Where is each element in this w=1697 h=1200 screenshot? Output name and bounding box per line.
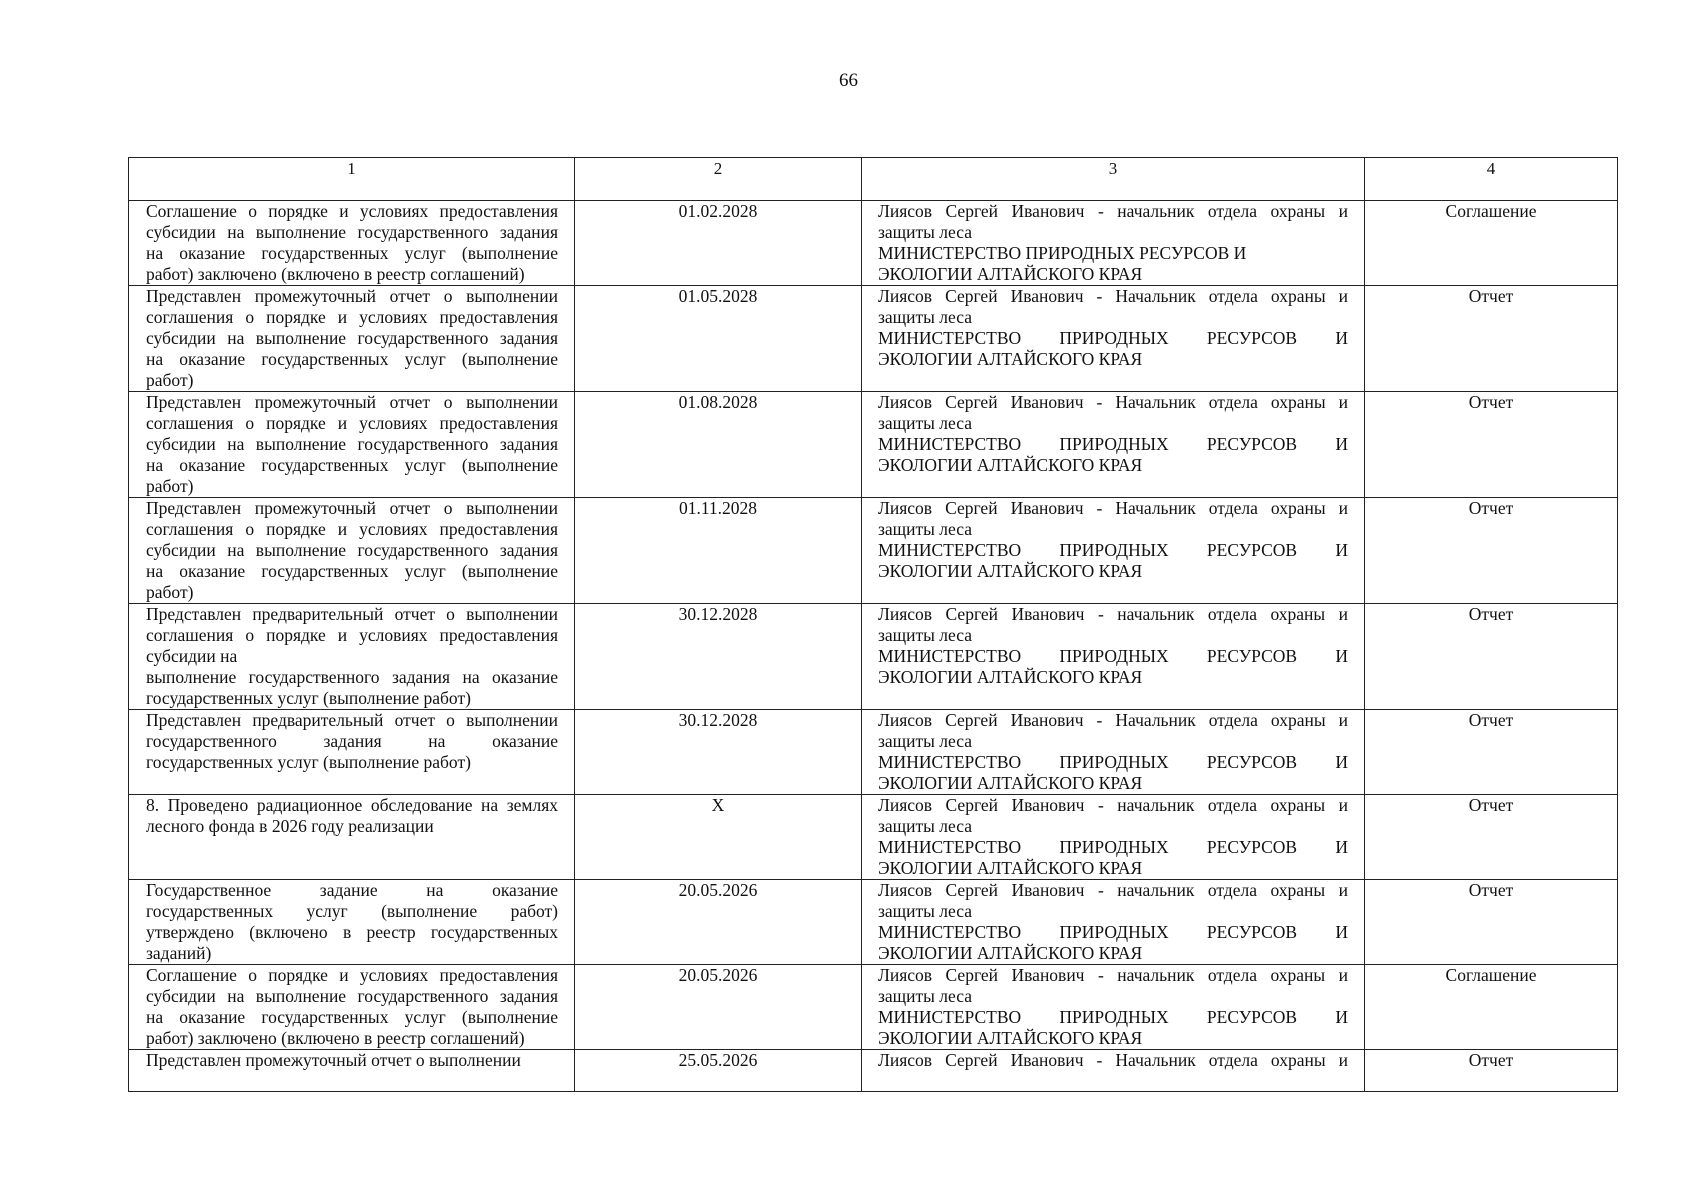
responsible-cell [862, 710, 1365, 795]
table-row [129, 710, 1618, 795]
date-cell: 25.05.2026 [575, 1050, 862, 1092]
document-type-cell: Отчет [1365, 392, 1618, 498]
ministry-line: МИНИСТЕРСТВО ПРИРОДНЫХ РЕСУРСОВ И [878, 752, 1348, 772]
table-row [129, 604, 1618, 710]
description-line: на оказание государственных услуг (выполнение [146, 243, 558, 263]
description-line: работ) заключено (включено в реестр соглашений) [146, 264, 525, 284]
ministry-line: МИНИСТЕРСТВО ПРИРОДНЫХ РЕСУРСОВ И [878, 1007, 1348, 1027]
event-description-cell [129, 392, 575, 498]
description-line: лесного фонда в 2026 году реализации [146, 816, 434, 836]
responsible-cell [862, 286, 1365, 392]
ministry-line: ЭКОЛОГИИ АЛТАЙСКОГО КРАЯ [878, 455, 1143, 475]
responsible-person-line: защиты леса [878, 986, 972, 1006]
description-line: заданий) [146, 943, 212, 963]
description-line: субсидии на выполнение государственного задания [146, 540, 558, 560]
document-type-cell: Отчет [1365, 710, 1618, 795]
responsible-cell [862, 1050, 1365, 1092]
date-cell: 01.05.2028 [575, 286, 862, 392]
table-row [129, 392, 1618, 498]
header-cell-3: 3 [862, 158, 1365, 201]
table-header-row [129, 158, 1618, 201]
table-row [129, 498, 1618, 604]
description-line: субсидии на выполнение государственного задания [146, 986, 558, 1006]
responsible-person-line: Лиясов Сергей Иванович - начальник отдела охраны и [878, 795, 1348, 815]
description-line: выполнение государственного задания на оказание [146, 667, 558, 687]
document-type-cell: Отчет [1365, 1050, 1618, 1092]
description-line: работ) [146, 476, 194, 496]
ministry-line: МИНИСТЕРСТВО ПРИРОДНЫХ РЕСУРСОВ И [878, 922, 1348, 942]
document-type-cell: Отчет [1365, 795, 1618, 880]
responsible-cell [862, 965, 1365, 1050]
document-type-cell: Соглашение [1365, 201, 1618, 286]
table-row [129, 1050, 1618, 1092]
description-line: соглашения о порядке и условиях предоставления [146, 413, 558, 433]
table-row [129, 201, 1618, 286]
description-line: 8. Проведено радиационное обследование на землях [146, 795, 558, 815]
responsible-person-line: защиты леса [878, 901, 972, 921]
description-line: соглашения о порядке и условиях предоставления [146, 519, 558, 539]
description-line: Представлен предварительный отчет о выполнении [146, 604, 558, 624]
event-description-cell [129, 1050, 575, 1092]
ministry-line: ЭКОЛОГИИ АЛТАЙСКОГО КРАЯ [878, 349, 1143, 369]
ministry-line: МИНИСТЕРСТВО ПРИРОДНЫХ РЕСУРСОВ И [878, 646, 1348, 666]
responsible-cell [862, 795, 1365, 880]
description-line: работ) заключено (включено в реестр соглашений) [146, 1028, 525, 1048]
ministry-line: ЭКОЛОГИИ АЛТАЙСКОГО КРАЯ [878, 1028, 1143, 1048]
responsible-cell [862, 392, 1365, 498]
table-row [129, 795, 1618, 880]
responsible-person-line: защиты леса [878, 519, 972, 539]
date-cell: 30.12.2028 [575, 604, 862, 710]
document-type-cell: Отчет [1365, 604, 1618, 710]
responsible-person-line: защиты леса [878, 222, 972, 242]
document-type-cell: Соглашение [1365, 965, 1618, 1050]
table-row [129, 965, 1618, 1050]
description-line: Соглашение о порядке и условиях предоставления [146, 201, 558, 221]
event-description-cell [129, 498, 575, 604]
description-line: Представлен промежуточный отчет о выполнении [146, 392, 558, 412]
ministry-line: ЭКОЛОГИИ АЛТАЙСКОГО КРАЯ [878, 667, 1143, 687]
responsible-cell [862, 498, 1365, 604]
ministry-line: МИНИСТЕРСТВО ПРИРОДНЫХ РЕСУРСОВ И [878, 434, 1348, 454]
date-cell: 20.05.2026 [575, 880, 862, 965]
description-line: соглашения о порядке и условиях предоставления [146, 307, 558, 327]
header-cell-2: 2 [575, 158, 862, 201]
header-cell-4: 4 [1365, 158, 1618, 201]
description-line: на оказание государственных услуг (выполнение [146, 561, 558, 581]
table-row [129, 286, 1618, 392]
responsible-person-line: Лиясов Сергей Иванович - Начальник отдела охраны и [878, 1050, 1348, 1070]
responsible-cell [862, 201, 1365, 286]
description-line: государственных услуг (выполнение работ) [146, 752, 471, 772]
responsible-person-line: Лиясов Сергей Иванович - начальник отдела охраны и [878, 604, 1348, 624]
ministry-line: МИНИСТЕРСТВО ПРИРОДНЫХ РЕСУРСОВ И [878, 243, 1247, 263]
event-description-cell [129, 286, 575, 392]
responsible-person-line: Лиясов Сергей Иванович - начальник отдела охраны и [878, 201, 1348, 221]
ministry-line: ЭКОЛОГИИ АЛТАЙСКОГО КРАЯ [878, 264, 1143, 284]
description-line: государственных услуг (выполнение работ) [146, 901, 558, 921]
responsible-person-line: Лиясов Сергей Иванович - Начальник отдела охраны и [878, 392, 1348, 412]
ministry-line: ЭКОЛОГИИ АЛТАЙСКОГО КРАЯ [878, 561, 1143, 581]
event-description-cell [129, 880, 575, 965]
page-number: 66 [839, 70, 858, 91]
ministry-line: МИНИСТЕРСТВО ПРИРОДНЫХ РЕСУРСОВ И [878, 837, 1348, 857]
responsible-person-line: защиты леса [878, 625, 972, 645]
event-description-cell [129, 795, 575, 880]
document-type-cell: Отчет [1365, 880, 1618, 965]
description-line: работ) [146, 370, 194, 390]
description-line: субсидии на [146, 646, 238, 666]
document-type-cell: Отчет [1365, 498, 1618, 604]
responsible-person-line: Лиясов Сергей Иванович - начальник отдела охраны и [878, 880, 1348, 900]
description-line: работ) [146, 582, 194, 602]
responsible-person-line: Лиясов Сергей Иванович - начальник отдела охраны и [878, 965, 1348, 985]
ministry-line: ЭКОЛОГИИ АЛТАЙСКОГО КРАЯ [878, 773, 1143, 793]
plan-table [128, 157, 1618, 1092]
header-cell-1: 1 [129, 158, 575, 201]
document-type-cell: Отчет [1365, 286, 1618, 392]
responsible-person-line: Лиясов Сергей Иванович - Начальник отдела охраны и [878, 498, 1348, 518]
description-line: субсидии на выполнение государственного задания [146, 434, 558, 454]
responsible-person-line: защиты леса [878, 731, 972, 751]
event-description-cell [129, 604, 575, 710]
responsible-person-line: защиты леса [878, 413, 972, 433]
responsible-person-line: Лиясов Сергей Иванович - Начальник отдела охраны и [878, 710, 1348, 730]
description-line: Представлен предварительный отчет о выполнении [146, 710, 558, 730]
description-line: Государственное задание на оказание [146, 880, 558, 900]
date-cell: 01.02.2028 [575, 201, 862, 286]
description-line: утверждено (включено в реестр государственных [146, 922, 558, 942]
description-line: государственного задания на оказание [146, 731, 558, 751]
date-cell: X [575, 795, 862, 880]
description-line: Представлен промежуточный отчет о выполнении [146, 1050, 521, 1070]
ministry-line: ЭКОЛОГИИ АЛТАЙСКОГО КРАЯ [878, 943, 1143, 963]
description-line: на оказание государственных услуг (выполнение [146, 1007, 558, 1027]
ministry-line: МИНИСТЕРСТВО ПРИРОДНЫХ РЕСУРСОВ И [878, 328, 1348, 348]
responsible-person-line: защиты леса [878, 816, 972, 836]
date-cell: 01.11.2028 [575, 498, 862, 604]
description-line: Представлен промежуточный отчет о выполнении [146, 286, 558, 306]
date-cell: 20.05.2026 [575, 965, 862, 1050]
event-description-cell [129, 201, 575, 286]
event-description-cell [129, 965, 575, 1050]
responsible-cell [862, 880, 1365, 965]
description-line: Соглашение о порядке и условиях предоставления [146, 965, 558, 985]
date-cell: 01.08.2028 [575, 392, 862, 498]
ministry-line: ЭКОЛОГИИ АЛТАЙСКОГО КРАЯ [878, 858, 1143, 878]
responsible-person-line: Лиясов Сергей Иванович - Начальник отдела охраны и [878, 286, 1348, 306]
event-description-cell [129, 710, 575, 795]
description-line: Представлен промежуточный отчет о выполнении [146, 498, 558, 518]
description-line: соглашения о порядке и условиях предоставления [146, 625, 558, 645]
description-line: субсидии на выполнение государственного задания [146, 328, 558, 348]
date-cell: 30.12.2028 [575, 710, 862, 795]
description-line: на оказание государственных услуг (выполнение [146, 349, 558, 369]
description-line: государственных услуг (выполнение работ) [146, 688, 471, 708]
responsible-person-line: защиты леса [878, 307, 972, 327]
responsible-cell [862, 604, 1365, 710]
table-row [129, 880, 1618, 965]
ministry-line: МИНИСТЕРСТВО ПРИРОДНЫХ РЕСУРСОВ И [878, 540, 1348, 560]
description-line: на оказание государственных услуг (выполнение [146, 455, 558, 475]
description-line: субсидии на выполнение государственного задания [146, 222, 558, 242]
